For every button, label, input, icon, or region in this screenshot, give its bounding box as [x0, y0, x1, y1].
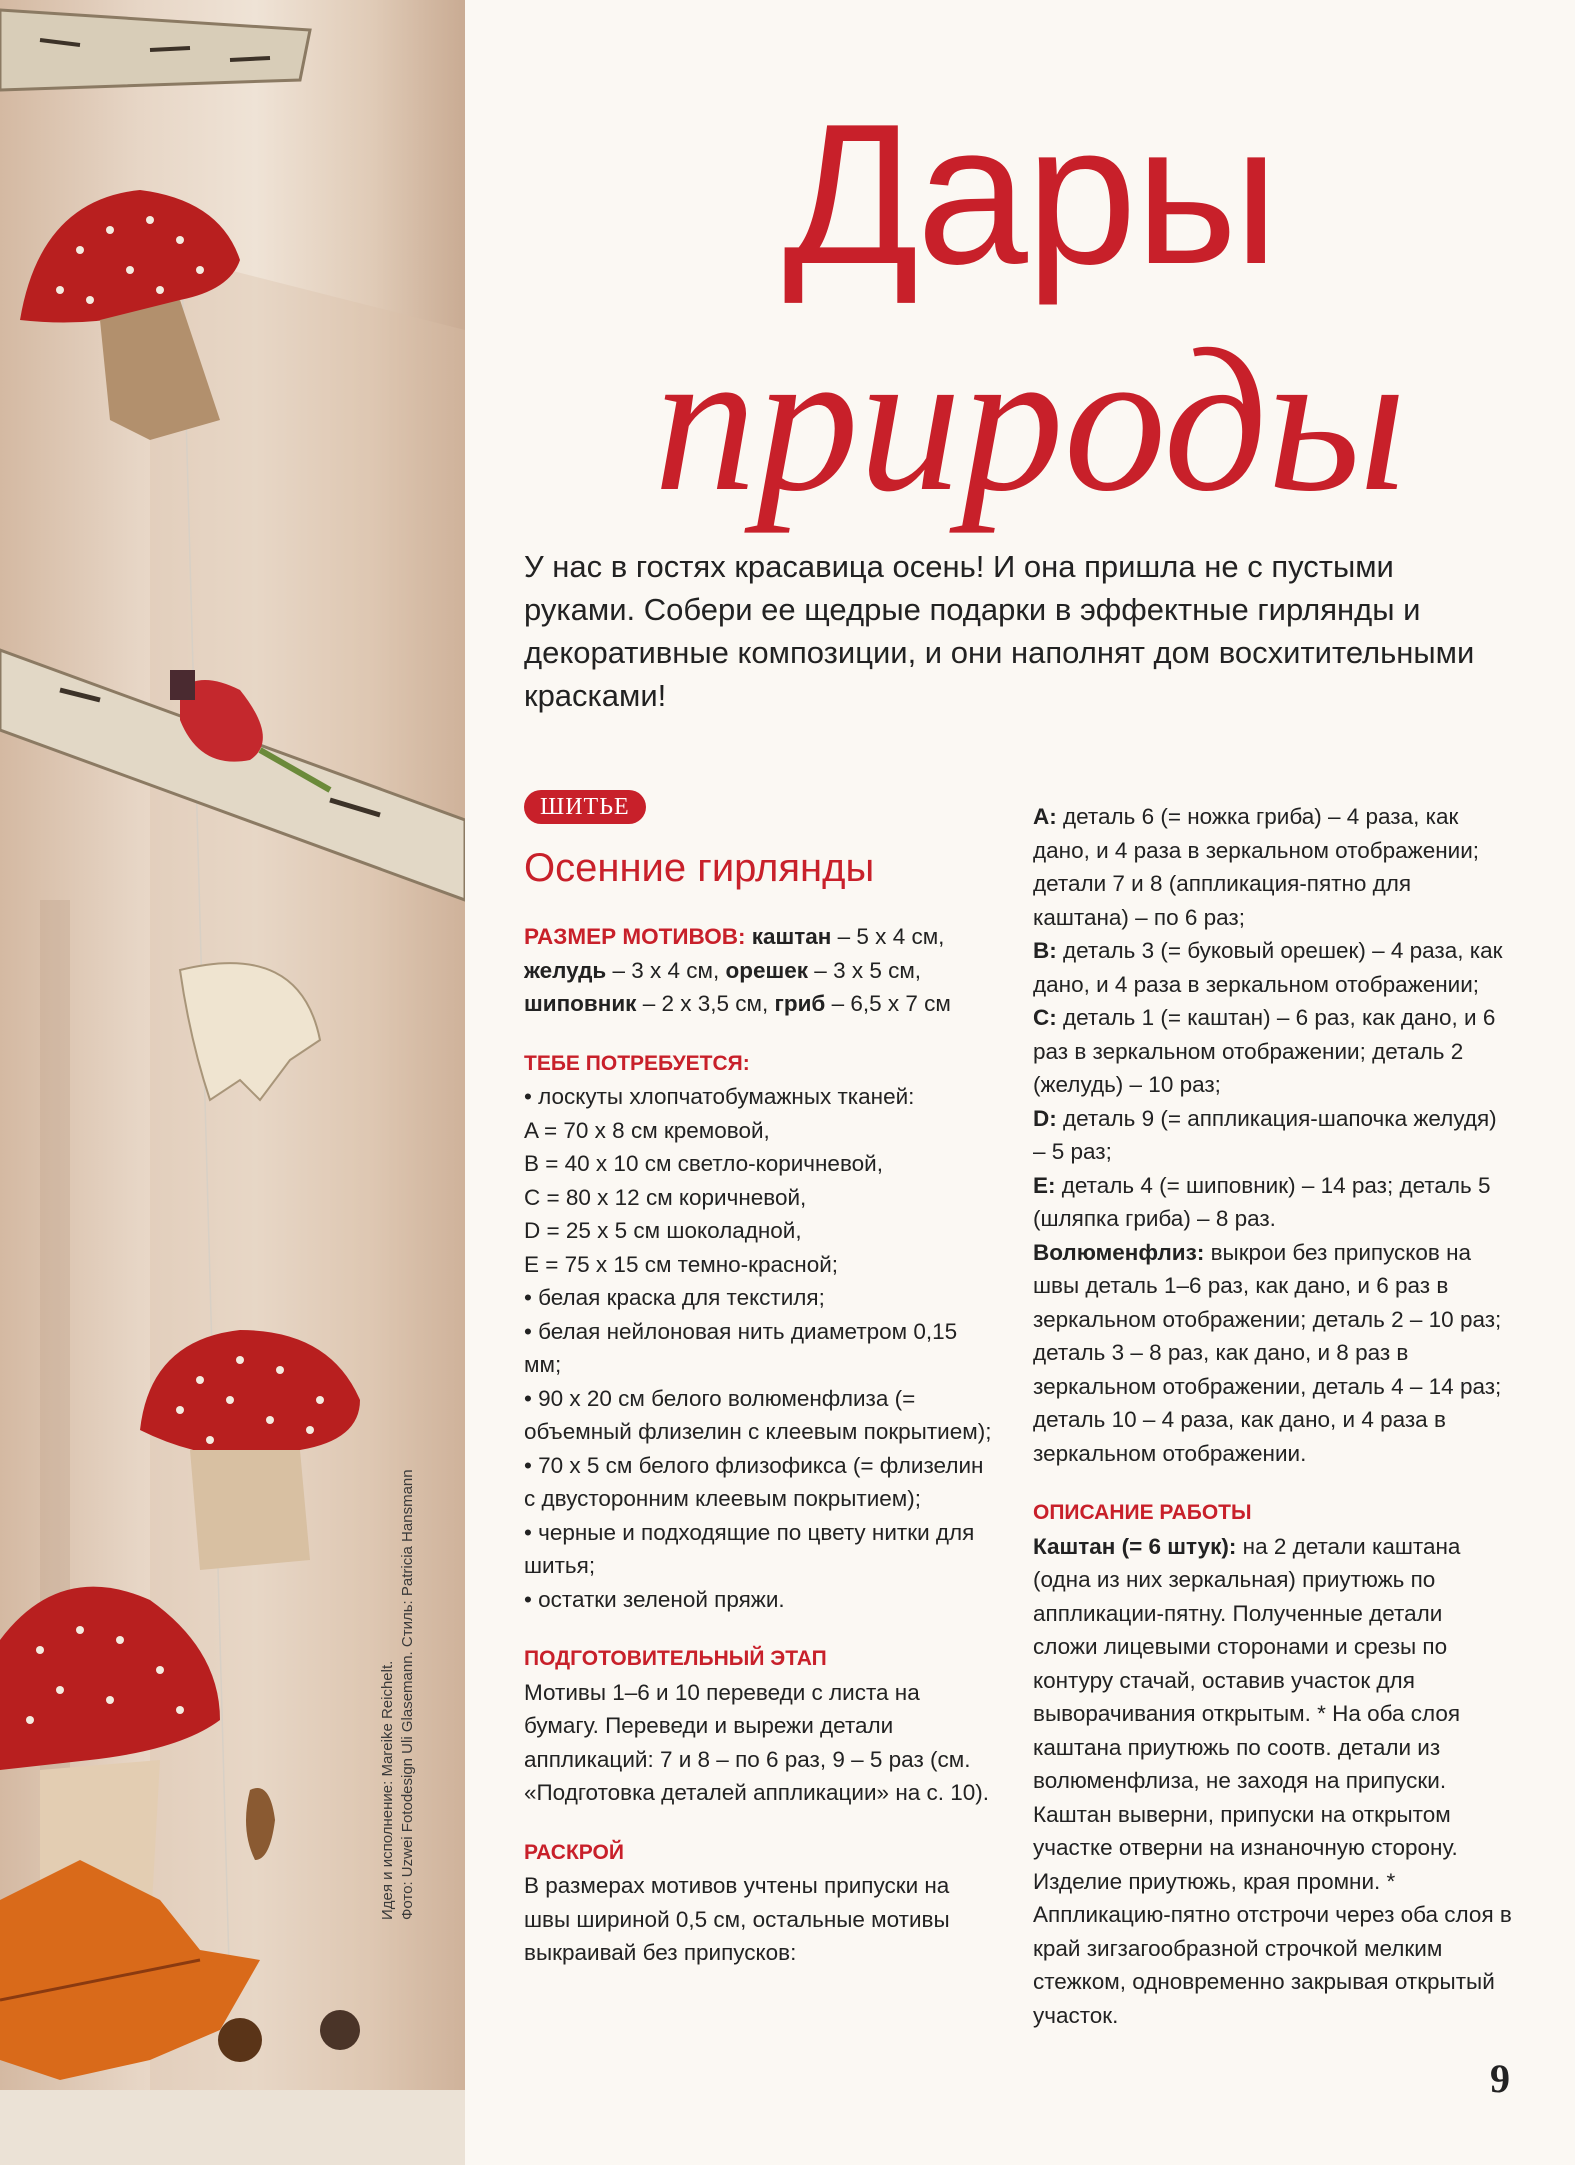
size-item-name: каштан [751, 924, 832, 949]
column-right [1033, 800, 1513, 2032]
work-text [1033, 1530, 1513, 2033]
size-block [524, 920, 994, 1021]
cut-list-label: Волюменфлиз: [1033, 1239, 1205, 1265]
materials-list [524, 1080, 994, 1616]
cut-list-label: D: [1033, 1105, 1057, 1131]
work-lead: Каштан (= 6 штук): [1033, 1533, 1237, 1559]
cut-list-text: деталь 6 (= ножка гриба) – 4 раза, как дано, и 4 раза в зеркальном отображении; детали 7 и 8 (аппликация-пятно для каштана) – по 6 раз; [1033, 804, 1480, 930]
list-item: C = 80 x 12 см коричневой, [524, 1184, 807, 1210]
section-tag: ШИТЬЕ [524, 790, 646, 824]
page-number: 9 [1490, 2056, 1510, 2101]
intro-paragraph: У нас в гостях красавица осень! И она пришла не с пустыми руками. Собери ее щедрые подарки в эффектные гирлянды и декоративные композиции, и они наполнят дом восхитительными красками! [524, 549, 1475, 713]
column-left [524, 790, 994, 1970]
size-item-value: – 6,5 x 7 см [825, 991, 951, 1016]
size-item-value: – 3 x 4 см, [606, 957, 726, 983]
size-item-name: желудь [524, 957, 607, 983]
list-item: E = 75 x 15 см темно-красной; [524, 1251, 839, 1277]
prep-heading: ПОДГОТОВИТЕЛЬНЫЙ ЭТАП [524, 1647, 827, 1670]
materials-heading: ТЕБЕ ПОТРЕБУЕТСЯ: [524, 1051, 750, 1075]
page-title-line-1: Дары [783, 83, 1277, 306]
work-heading: ОПИСАНИЕ РАБОТЫ [1033, 1501, 1252, 1524]
cut-list-item [1033, 1102, 1513, 1169]
size-item-value: – 5 x 4 см, [831, 924, 945, 949]
size-item-name: гриб [774, 991, 826, 1016]
cut-list-item [1033, 800, 1513, 934]
cut-list-item [1033, 934, 1513, 1001]
decor-photo [0, 0, 465, 2165]
size-item-name: шиповник [524, 991, 637, 1016]
cut-list-text: выкрои без припусков на швы деталь 1–6 раз, как дано, и 6 раз в зеркальном отображении; деталь 2 – 10 раз; деталь 3 – 8 раз, как дано, и 8 раз в зеркальном отображении, деталь 4 – 14 раз; деталь 10 – 4 раза, как дано, и 4 раза в зеркальном отображении. [1033, 1239, 1502, 1466]
list-item: A = 70 x 8 см кремовой, [524, 1117, 770, 1143]
cut-list-label: C: [1033, 1005, 1057, 1030]
cut-list-label: B: [1033, 938, 1057, 963]
list-item: • 70 x 5 см белого флизофикса (= флизелин с двусторонним клеевым покрытием); [524, 1452, 984, 1511]
list-item: • лоскуты хлопчатобумажных тканей: [524, 1084, 915, 1109]
cut-list-label: E: [1033, 1172, 1056, 1198]
list-item: D = 25 x 5 см шоколадной, [524, 1218, 802, 1243]
cut-list-text: деталь 1 (= каштан) – 6 раз, как дано, и 6 раз в зеркальном отображении; деталь 2 (желудь) – 10 раз; [1033, 1005, 1496, 1097]
size-item-value: – 2 x 3,5 см, [636, 991, 775, 1016]
list-item: • белая краска для текстиля; [524, 1285, 825, 1310]
prep-text: Мотивы 1–6 и 10 переведи с листа на бумагу. Переведи и вырежи детали аппликаций: 7 и 8 – по 6 раз, 9 – 5 раз (см. «Подготовка деталей аппликации» на с. 10). [524, 1679, 990, 1805]
cut-list-item [1033, 1001, 1513, 1102]
work-body: на 2 детали каштана (одна из них зеркальная) приутюжь по аппликации-пятну. Полученные детали сложи лицевыми сторонами и срезы по контуру стачай, оставив участок для выворачивания открытым. * На оба слоя каштана приутюжь по соотв. детали из волюменфлиза, не заходя на припуски. Каштан выверни, припуски на открытом участке отверни на изнаночную сторону. Изделие приутюжь, края промни. * Аппликацию-пятно отстрочи через оба слоя в край зигзагообразной строчкой мелким стежком, одновременно закрывая открытый участок. [1033, 1533, 1512, 2028]
cut-list-label: A: [1033, 804, 1057, 829]
page-title-line-2: природы [653, 307, 1407, 534]
list-item: • белая нейлоновая нить диаметром 0,15 мм; [524, 1318, 958, 1377]
cut-list-text: деталь 4 (= шиповник) – 14 раз; деталь 5 (шляпка гриба) – 8 раз. [1033, 1172, 1491, 1231]
credit-line-2: Фото: Uzwei Fotodesign Uli Glasemann. Стиль: Patricia Hansmann [399, 1469, 416, 1920]
list-item: • черные и подходящие по цвету нитки для шитья; [524, 1519, 975, 1578]
list-item: B = 40 x 10 см светло-коричневой, [524, 1151, 883, 1176]
cut-list-text: деталь 9 (= аппликация-шапочка желудя) – 5 раз; [1033, 1105, 1497, 1164]
list-item: • 90 x 20 см белого волюменфлиза (= объемный флизелин с клеевым покрытием); [524, 1385, 992, 1444]
cut-list-item [1033, 1236, 1513, 1471]
credit-line-1: Идея и исполнение: Mareike Reichelt. [379, 1660, 396, 1920]
photo-credit [378, 1400, 418, 1920]
article-subtitle: Осенние гирлянды [524, 846, 875, 890]
cut-list-text: деталь 3 (= буковый орешек) – 4 раза, как дано, и 4 раза в зеркальном отображении; [1033, 938, 1503, 997]
cut-text: В размерах мотивов учтены припуски на швы шириной 0,5 см, остальные мотивы выкраивай без припусков: [524, 1873, 950, 1965]
cut-heading: РАСКРОЙ [524, 1840, 624, 1864]
size-heading: РАЗМЕР МОТИВОВ: [524, 924, 746, 949]
list-item: • остатки зеленой пряжи. [524, 1586, 785, 1612]
size-item-name: орешек [725, 957, 809, 983]
size-item-value: – 3 x 5 см, [808, 957, 922, 983]
cut-list-item [1033, 1169, 1513, 1236]
